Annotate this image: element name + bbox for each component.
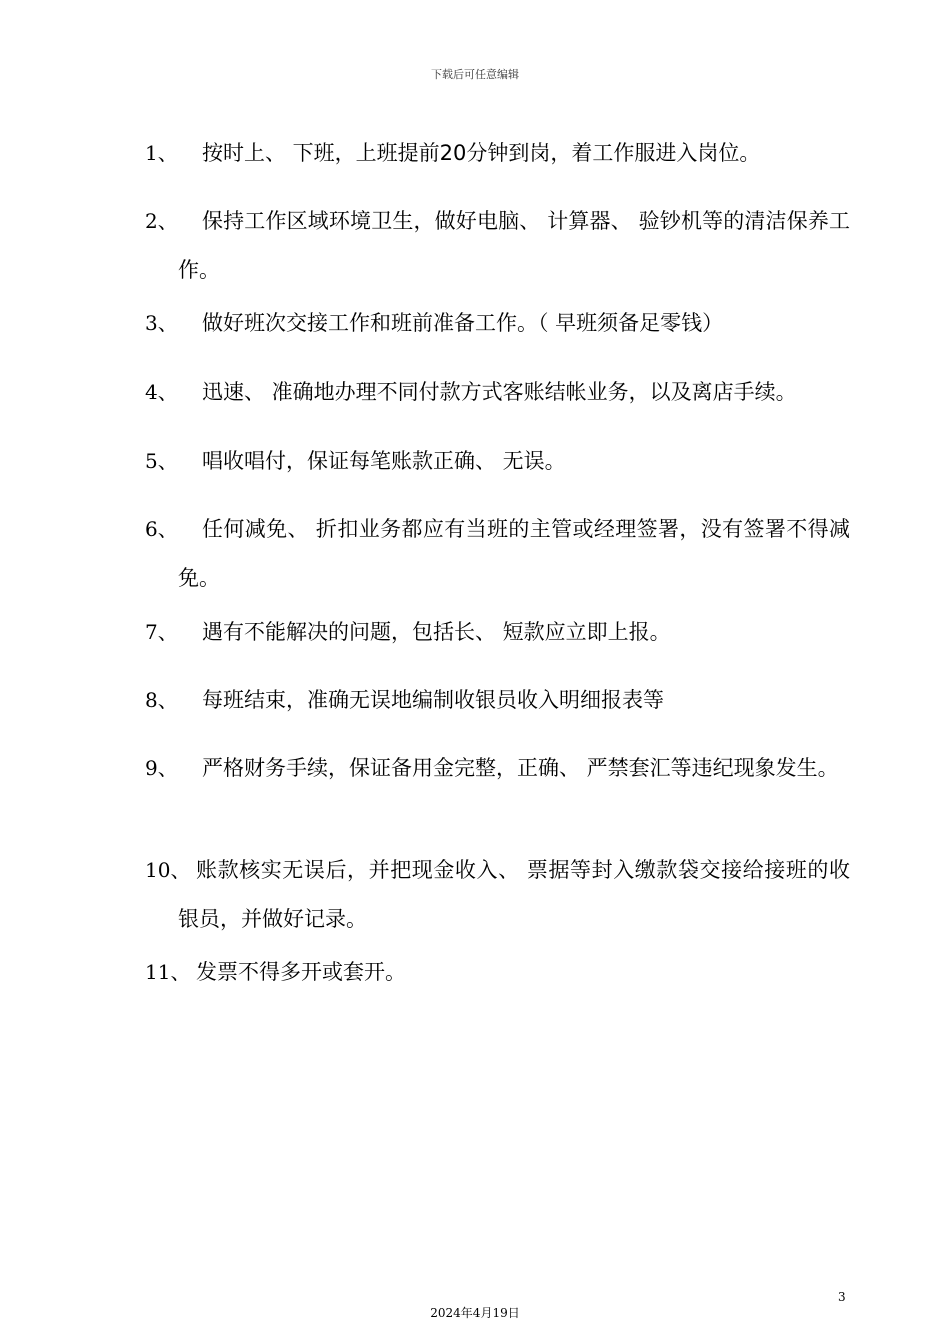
- item-text: 任何减免、 折扣业务都应有当班的主管或经理签署，没有签署不得减免。: [178, 517, 850, 590]
- list-item: [145, 948, 850, 997]
- item-text: 迅速、 准确地办理不同付款方式客账结帐业务，以及离店手续。: [202, 380, 797, 404]
- item-text: 按时上、 下班，上班提前20分钟到岗，着工作服进入岗位。: [202, 141, 761, 165]
- list-item: [145, 676, 850, 725]
- item-number: 5、: [145, 449, 178, 473]
- list-item: [145, 846, 850, 944]
- item-number: 1、: [145, 141, 178, 165]
- item-text: 严格财务手续，保证备用金完整，正确、 严禁套汇等违纪现象发生。: [202, 756, 839, 780]
- item-text: 遇有不能解决的问题，包括长、 短款应立即上报。: [202, 620, 671, 644]
- item-number: 6、: [145, 517, 178, 541]
- item-text: 保持工作区域环境卫生，做好电脑、 计算器、 验钞机等的清洁保养工作。: [178, 209, 850, 282]
- list-item: [145, 744, 850, 793]
- list-item: [145, 299, 850, 348]
- footer-date: 2024年4月19日: [430, 1306, 520, 1320]
- list-item: [145, 505, 850, 603]
- item-text: 账款核实无误后，并把现金收入、 票据等封入缴款袋交接给接班的收银员，并做好记录。: [178, 858, 850, 931]
- list-item: [145, 437, 850, 486]
- item-number: 11、: [145, 960, 191, 984]
- list-item: [145, 129, 850, 178]
- item-text: 做好班次交接工作和班前准备工作。（ 早班须备足零钱）: [202, 311, 724, 335]
- item-text: 唱收唱付，保证每笔账款正确、 无误。: [202, 449, 566, 473]
- item-number: 3、: [145, 311, 178, 335]
- list-item: [145, 608, 850, 657]
- item-number: 2、: [145, 209, 178, 233]
- item-number: 4、: [145, 380, 178, 404]
- list-item: [145, 368, 850, 417]
- item-number: 9、: [145, 756, 178, 780]
- item-number: 10、: [145, 858, 191, 882]
- item-number: 7、: [145, 620, 178, 644]
- header-note: 下载后可任意编辑: [431, 68, 519, 81]
- item-number: 8、: [145, 688, 178, 712]
- list-item: [145, 197, 850, 295]
- page-number: 3: [838, 1290, 846, 1304]
- item-text: 每班结束，准确无误地编制收银员收入明细报表等: [202, 688, 664, 712]
- item-text: 发票不得多开或套开。: [196, 960, 406, 984]
